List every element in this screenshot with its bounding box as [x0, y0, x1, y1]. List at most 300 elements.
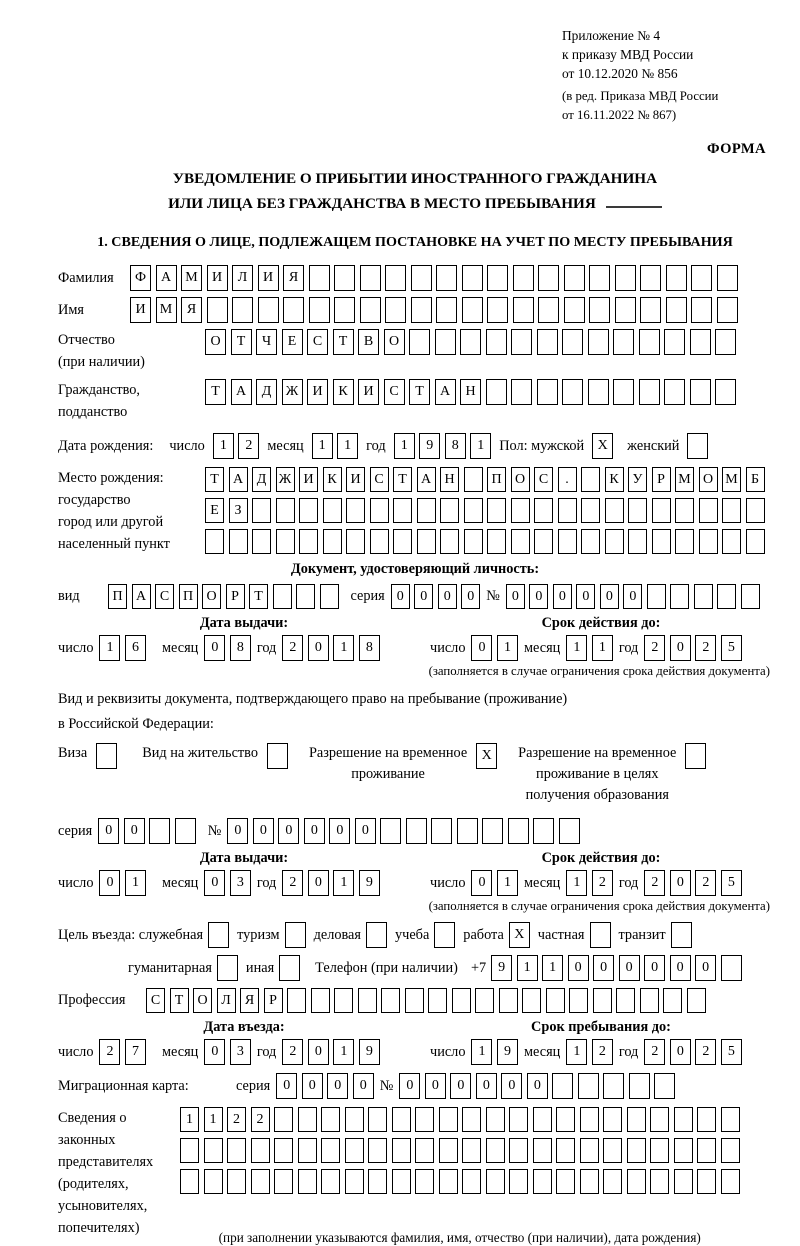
char-box[interactable] [207, 297, 228, 323]
char-box[interactable]: 7 [125, 1039, 146, 1065]
char-box[interactable]: Л [217, 988, 236, 1013]
char-box[interactable]: 9 [497, 1039, 518, 1065]
char-box[interactable] [252, 498, 271, 523]
char-box[interactable]: 1 [542, 955, 563, 981]
char-box[interactable]: Т [205, 379, 226, 405]
representatives-boxes-row2[interactable] [180, 1138, 740, 1163]
char-box[interactable]: 1 [180, 1107, 199, 1132]
char-box[interactable] [464, 467, 483, 492]
char-box[interactable]: 2 [695, 870, 716, 896]
char-box[interactable] [666, 265, 687, 291]
char-box[interactable]: 0 [568, 955, 589, 981]
visa-checkbox[interactable] [96, 743, 117, 769]
doc-until-year-boxes[interactable] [644, 635, 742, 661]
temp-residence-edu-checkbox[interactable] [685, 743, 706, 769]
char-box[interactable] [627, 1138, 646, 1163]
given-name-boxes[interactable] [130, 297, 738, 323]
char-box[interactable] [511, 379, 532, 405]
doc-until-month-boxes[interactable] [566, 635, 613, 661]
char-box[interactable]: 1 [470, 433, 491, 459]
char-box[interactable] [511, 529, 530, 554]
char-box[interactable] [691, 297, 712, 323]
char-box[interactable]: Т [333, 329, 354, 355]
stay-month-boxes[interactable] [566, 1039, 613, 1065]
char-box[interactable] [603, 1169, 622, 1194]
char-box[interactable] [298, 1138, 317, 1163]
char-box[interactable]: 0 [308, 870, 329, 896]
char-box[interactable] [428, 988, 447, 1013]
char-box[interactable]: 1 [333, 635, 354, 661]
char-box[interactable]: Я [181, 297, 202, 323]
char-box[interactable]: 0 [98, 818, 119, 844]
char-box[interactable]: И [358, 379, 379, 405]
char-box[interactable]: 1 [333, 1039, 354, 1065]
char-box[interactable]: К [333, 379, 354, 405]
char-box[interactable] [149, 818, 170, 844]
char-box[interactable] [538, 297, 559, 323]
char-box[interactable] [274, 1107, 293, 1132]
char-box[interactable] [452, 988, 471, 1013]
char-box[interactable]: 0 [204, 1039, 225, 1065]
purpose-transit-checkbox[interactable] [671, 922, 692, 948]
char-box[interactable] [298, 1107, 317, 1132]
char-box[interactable] [462, 1107, 481, 1132]
char-box[interactable]: 0 [99, 870, 120, 896]
char-box[interactable]: 8 [230, 635, 251, 661]
char-box[interactable]: Б [746, 467, 765, 492]
char-box[interactable] [273, 584, 292, 609]
char-box[interactable]: О [384, 329, 405, 355]
char-box[interactable]: 2 [282, 1039, 303, 1065]
char-box[interactable] [460, 329, 481, 355]
char-box[interactable] [511, 329, 532, 355]
char-box[interactable]: Ж [282, 379, 303, 405]
char-box[interactable] [613, 379, 634, 405]
char-box[interactable] [439, 1169, 458, 1194]
char-box[interactable] [590, 922, 611, 948]
char-box[interactable] [513, 297, 534, 323]
char-box[interactable] [204, 1138, 223, 1163]
char-box[interactable] [580, 1107, 599, 1132]
char-box[interactable] [175, 818, 196, 844]
char-box[interactable] [180, 1169, 199, 1194]
representatives-boxes-row3[interactable] [180, 1169, 740, 1194]
char-box[interactable] [411, 297, 432, 323]
char-box[interactable]: 0 [450, 1073, 471, 1099]
char-box[interactable] [721, 955, 742, 981]
char-box[interactable] [464, 498, 483, 523]
char-box[interactable] [715, 379, 736, 405]
char-box[interactable] [538, 265, 559, 291]
res-issue-year-boxes[interactable] [282, 870, 380, 896]
char-box[interactable]: С [307, 329, 328, 355]
char-box[interactable]: 1 [497, 870, 518, 896]
char-box[interactable] [370, 529, 389, 554]
char-box[interactable]: С [370, 467, 389, 492]
doc-number-boxes[interactable] [506, 584, 760, 609]
char-box[interactable] [346, 529, 365, 554]
char-box[interactable] [96, 743, 117, 769]
char-box[interactable]: 0 [438, 584, 457, 609]
char-box[interactable] [431, 818, 452, 844]
char-box[interactable] [368, 1169, 387, 1194]
char-box[interactable] [486, 1169, 505, 1194]
char-box[interactable] [440, 498, 459, 523]
char-box[interactable] [227, 1169, 246, 1194]
char-box[interactable] [486, 379, 507, 405]
char-box[interactable] [440, 529, 459, 554]
char-box[interactable] [406, 818, 427, 844]
char-box[interactable] [405, 988, 424, 1013]
char-box[interactable] [381, 988, 400, 1013]
char-box[interactable]: 0 [304, 818, 325, 844]
char-box[interactable] [721, 1169, 740, 1194]
char-box[interactable]: Т [249, 584, 268, 609]
char-box[interactable]: В [358, 329, 379, 355]
char-box[interactable]: О [202, 584, 221, 609]
char-box[interactable]: А [229, 467, 248, 492]
char-box[interactable] [699, 529, 718, 554]
char-box[interactable]: 1 [125, 870, 146, 896]
char-box[interactable]: 8 [445, 433, 466, 459]
char-box[interactable]: Я [240, 988, 259, 1013]
char-box[interactable]: 0 [553, 584, 572, 609]
birth-month-boxes[interactable] [312, 433, 359, 459]
char-box[interactable] [717, 265, 738, 291]
char-box[interactable]: 0 [600, 584, 619, 609]
char-box[interactable] [721, 1107, 740, 1132]
purpose-business-checkbox[interactable] [366, 922, 387, 948]
char-box[interactable] [627, 1169, 646, 1194]
char-box[interactable] [358, 988, 377, 1013]
char-box[interactable]: И [258, 265, 279, 291]
char-box[interactable] [580, 1169, 599, 1194]
char-box[interactable]: 2 [99, 1039, 120, 1065]
char-box[interactable] [311, 988, 330, 1013]
birth-place-boxes-row3[interactable] [205, 529, 765, 554]
char-box[interactable]: Р [226, 584, 245, 609]
char-box[interactable] [562, 379, 583, 405]
temp-residence-checkbox[interactable] [476, 743, 497, 769]
char-box[interactable] [417, 529, 436, 554]
char-box[interactable] [323, 498, 342, 523]
char-box[interactable] [663, 988, 682, 1013]
char-box[interactable]: М [181, 265, 202, 291]
char-box[interactable] [650, 1169, 669, 1194]
char-box[interactable]: Н [440, 467, 459, 492]
char-box[interactable] [613, 329, 634, 355]
char-box[interactable] [267, 743, 288, 769]
char-box[interactable] [486, 329, 507, 355]
char-box[interactable] [232, 297, 253, 323]
char-box[interactable]: 1 [333, 870, 354, 896]
char-box[interactable] [409, 329, 430, 355]
char-box[interactable]: А [231, 379, 252, 405]
char-box[interactable]: 0 [476, 1073, 497, 1099]
stay-year-boxes[interactable] [644, 1039, 742, 1065]
char-box[interactable]: Т [393, 467, 412, 492]
char-box[interactable]: 2 [282, 870, 303, 896]
char-box[interactable]: 5 [721, 870, 742, 896]
char-box[interactable]: 2 [251, 1107, 270, 1132]
char-box[interactable] [360, 265, 381, 291]
char-box[interactable] [411, 265, 432, 291]
char-box[interactable] [487, 498, 506, 523]
char-box[interactable]: 2 [695, 635, 716, 661]
res-until-day-boxes[interactable] [471, 870, 518, 896]
char-box[interactable]: Т [231, 329, 252, 355]
char-box[interactable] [462, 265, 483, 291]
char-box[interactable] [392, 1138, 411, 1163]
char-box[interactable] [321, 1107, 340, 1132]
char-box[interactable]: 6 [125, 635, 146, 661]
char-box[interactable] [589, 265, 610, 291]
char-box[interactable]: 0 [302, 1073, 323, 1099]
char-box[interactable]: О [511, 467, 530, 492]
char-box[interactable] [589, 297, 610, 323]
char-box[interactable] [457, 818, 478, 844]
res-series-boxes[interactable] [98, 818, 196, 844]
char-box[interactable]: А [417, 467, 436, 492]
char-box[interactable]: И [207, 265, 228, 291]
char-box[interactable] [675, 529, 694, 554]
char-box[interactable]: 8 [359, 635, 380, 661]
doc-issue-year-boxes[interactable] [282, 635, 380, 661]
char-box[interactable] [252, 529, 271, 554]
char-box[interactable]: С [146, 988, 165, 1013]
char-box[interactable] [487, 529, 506, 554]
char-box[interactable]: X [476, 743, 497, 769]
char-box[interactable]: 5 [721, 1039, 742, 1065]
birth-day-boxes[interactable] [213, 433, 260, 459]
res-until-year-boxes[interactable] [644, 870, 742, 896]
char-box[interactable] [208, 922, 229, 948]
char-box[interactable] [509, 1138, 528, 1163]
char-box[interactable] [581, 498, 600, 523]
char-box[interactable]: Ч [256, 329, 277, 355]
char-box[interactable] [588, 379, 609, 405]
char-box[interactable] [392, 1107, 411, 1132]
representatives-boxes-row1[interactable] [180, 1107, 740, 1132]
char-box[interactable]: 1 [204, 1107, 223, 1132]
char-box[interactable] [368, 1107, 387, 1132]
char-box[interactable] [229, 529, 248, 554]
char-box[interactable] [533, 1169, 552, 1194]
char-box[interactable]: 0 [670, 870, 691, 896]
char-box[interactable] [652, 498, 671, 523]
char-box[interactable] [393, 529, 412, 554]
char-box[interactable] [462, 1169, 481, 1194]
char-box[interactable]: 9 [419, 433, 440, 459]
char-box[interactable] [334, 988, 353, 1013]
char-box[interactable] [671, 922, 692, 948]
char-box[interactable] [204, 1169, 223, 1194]
char-box[interactable] [537, 379, 558, 405]
char-box[interactable] [323, 529, 342, 554]
char-box[interactable]: 0 [327, 1073, 348, 1099]
char-box[interactable]: 1 [517, 955, 538, 981]
char-box[interactable] [464, 529, 483, 554]
char-box[interactable] [580, 1138, 599, 1163]
char-box[interactable]: 2 [592, 870, 613, 896]
char-box[interactable]: 0 [204, 635, 225, 661]
char-box[interactable]: Н [460, 379, 481, 405]
char-box[interactable]: 0 [619, 955, 640, 981]
char-box[interactable] [588, 329, 609, 355]
char-box[interactable]: 0 [414, 584, 433, 609]
char-box[interactable]: 1 [213, 433, 234, 459]
char-box[interactable] [486, 1107, 505, 1132]
char-box[interactable] [417, 498, 436, 523]
char-box[interactable]: М [675, 467, 694, 492]
char-box[interactable] [556, 1169, 575, 1194]
char-box[interactable] [299, 498, 318, 523]
char-box[interactable]: З [229, 498, 248, 523]
char-box[interactable] [647, 584, 666, 609]
phone-boxes[interactable] [491, 955, 742, 981]
char-box[interactable]: 2 [695, 1039, 716, 1065]
char-box[interactable]: О [205, 329, 226, 355]
char-box[interactable]: П [108, 584, 127, 609]
char-box[interactable]: 2 [592, 1039, 613, 1065]
char-box[interactable]: X [592, 433, 613, 459]
char-box[interactable] [346, 498, 365, 523]
char-box[interactable] [694, 584, 713, 609]
doc-issue-day-boxes[interactable] [99, 635, 146, 661]
char-box[interactable] [593, 988, 612, 1013]
char-box[interactable]: Ж [276, 467, 295, 492]
char-box[interactable]: 0 [527, 1073, 548, 1099]
char-box[interactable]: У [628, 467, 647, 492]
doc-issue-month-boxes[interactable] [204, 635, 251, 661]
char-box[interactable] [650, 1107, 669, 1132]
char-box[interactable]: М [722, 467, 741, 492]
char-box[interactable] [321, 1169, 340, 1194]
char-box[interactable]: Д [252, 467, 271, 492]
char-box[interactable] [533, 1138, 552, 1163]
char-box[interactable]: 5 [721, 635, 742, 661]
char-box[interactable] [462, 1138, 481, 1163]
char-box[interactable] [415, 1138, 434, 1163]
char-box[interactable] [251, 1138, 270, 1163]
char-box[interactable] [499, 988, 518, 1013]
char-box[interactable]: 0 [227, 818, 248, 844]
char-box[interactable]: 3 [230, 1039, 251, 1065]
char-box[interactable]: 0 [623, 584, 642, 609]
char-box[interactable]: А [435, 379, 456, 405]
char-box[interactable]: 0 [529, 584, 548, 609]
char-box[interactable] [605, 498, 624, 523]
char-box[interactable]: Т [409, 379, 430, 405]
char-box[interactable]: 0 [670, 955, 691, 981]
char-box[interactable] [687, 433, 708, 459]
char-box[interactable] [475, 988, 494, 1013]
char-box[interactable]: 0 [204, 870, 225, 896]
stay-day-boxes[interactable] [471, 1039, 518, 1065]
char-box[interactable]: С [384, 379, 405, 405]
char-box[interactable] [603, 1073, 624, 1099]
char-box[interactable]: 2 [644, 635, 665, 661]
char-box[interactable]: 0 [576, 584, 595, 609]
char-box[interactable] [276, 529, 295, 554]
char-box[interactable] [652, 529, 671, 554]
char-box[interactable]: О [193, 988, 212, 1013]
char-box[interactable] [559, 818, 580, 844]
char-box[interactable]: 1 [99, 635, 120, 661]
char-box[interactable]: И [346, 467, 365, 492]
char-box[interactable] [534, 529, 553, 554]
char-box[interactable] [439, 1107, 458, 1132]
char-box[interactable] [385, 297, 406, 323]
char-box[interactable]: 0 [471, 870, 492, 896]
char-box[interactable]: 1 [312, 433, 333, 459]
char-box[interactable]: 1 [566, 870, 587, 896]
char-box[interactable]: 0 [644, 955, 665, 981]
char-box[interactable] [639, 379, 660, 405]
char-box[interactable]: С [155, 584, 174, 609]
residence-permit-checkbox[interactable] [267, 743, 288, 769]
char-box[interactable]: 0 [253, 818, 274, 844]
char-box[interactable]: А [132, 584, 151, 609]
char-box[interactable] [616, 988, 635, 1013]
char-box[interactable] [309, 297, 330, 323]
char-box[interactable] [581, 467, 600, 492]
char-box[interactable] [180, 1138, 199, 1163]
char-box[interactable] [279, 955, 300, 981]
char-box[interactable]: 2 [238, 433, 259, 459]
char-box[interactable] [385, 265, 406, 291]
char-box[interactable] [370, 498, 389, 523]
char-box[interactable]: 0 [391, 584, 410, 609]
char-box[interactable]: 0 [461, 584, 480, 609]
char-box[interactable] [603, 1138, 622, 1163]
char-box[interactable]: А [156, 265, 177, 291]
char-box[interactable] [697, 1107, 716, 1132]
mig-series-boxes[interactable] [276, 1073, 374, 1099]
char-box[interactable] [675, 498, 694, 523]
char-box[interactable] [509, 1107, 528, 1132]
char-box[interactable] [482, 818, 503, 844]
char-box[interactable] [227, 1138, 246, 1163]
char-box[interactable]: 0 [353, 1073, 374, 1099]
char-box[interactable] [664, 379, 685, 405]
char-box[interactable] [487, 265, 508, 291]
male-checkbox[interactable] [592, 433, 613, 459]
entry-day-boxes[interactable] [99, 1039, 146, 1065]
char-box[interactable]: 1 [497, 635, 518, 661]
char-box[interactable] [434, 922, 455, 948]
char-box[interactable] [717, 584, 736, 609]
char-box[interactable] [722, 529, 741, 554]
citizenship-boxes[interactable] [205, 379, 736, 405]
char-box[interactable]: . [558, 467, 577, 492]
char-box[interactable] [508, 818, 529, 844]
char-box[interactable] [537, 329, 558, 355]
char-box[interactable] [564, 297, 585, 323]
char-box[interactable]: 9 [359, 1039, 380, 1065]
char-box[interactable] [522, 988, 541, 1013]
char-box[interactable]: 0 [308, 1039, 329, 1065]
char-box[interactable] [562, 329, 583, 355]
char-box[interactable] [393, 498, 412, 523]
char-box[interactable] [380, 818, 401, 844]
char-box[interactable] [296, 584, 315, 609]
char-box[interactable] [345, 1169, 364, 1194]
profession-boxes[interactable] [146, 988, 706, 1013]
char-box[interactable]: Е [282, 329, 303, 355]
char-box[interactable] [558, 498, 577, 523]
char-box[interactable] [666, 297, 687, 323]
